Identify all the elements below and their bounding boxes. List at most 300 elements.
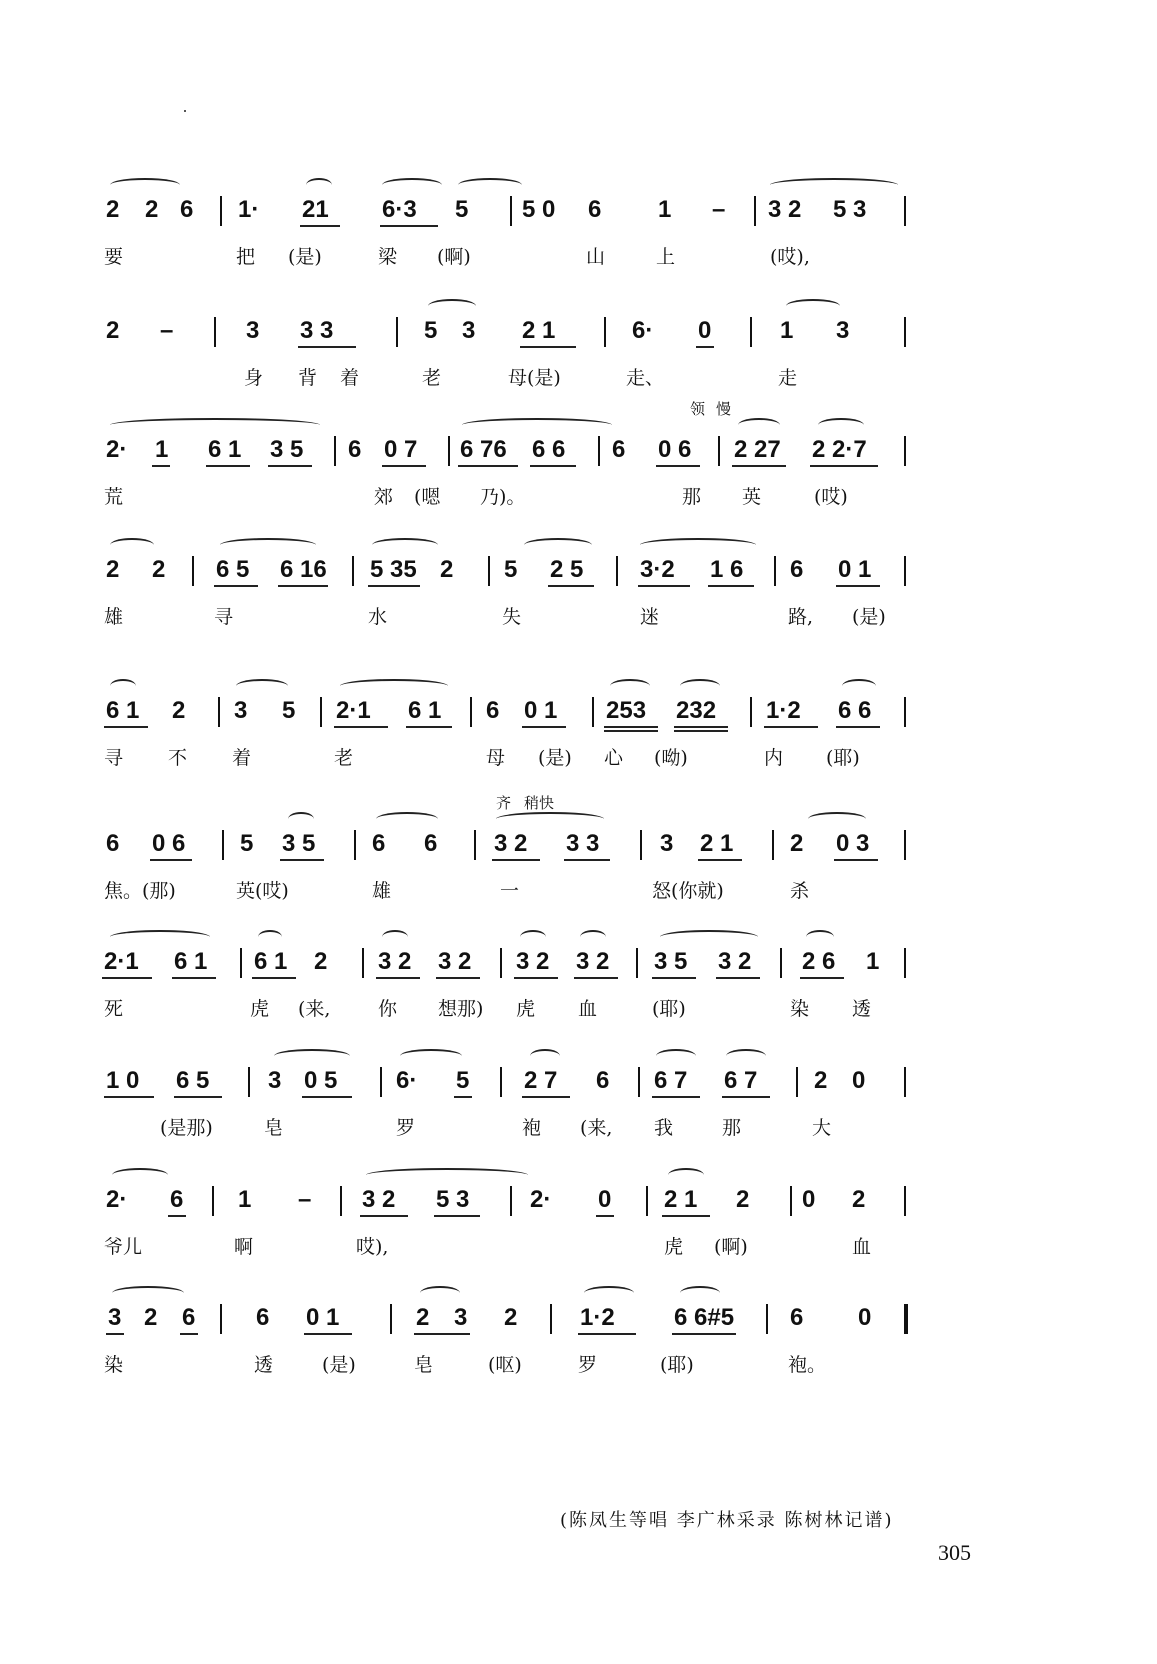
note: 2 [106,556,120,583]
bar-line [904,830,906,860]
note: 2 6 [802,948,836,975]
bar-line [214,317,216,347]
bar-line [790,1186,792,1216]
note: 6 [348,436,362,463]
note: 3·2 [640,556,675,583]
slur [808,812,866,826]
note: 2 [172,697,186,724]
bar-line [592,697,594,727]
bar-line [192,556,194,586]
slur [496,812,604,826]
slur [110,418,320,432]
lyric: 乃)。 [480,486,526,508]
lyric: 虎 [250,998,270,1020]
note: 1·2 [766,697,801,724]
underline [764,726,818,728]
underline [656,465,700,467]
slur [640,538,756,552]
note: 6 [486,697,500,724]
bar-line [904,697,906,727]
underline [564,859,610,861]
note: 6 [790,1304,804,1331]
underline [652,1096,700,1098]
score-system [0,313,1157,433]
slur [112,1286,184,1300]
slur [770,178,898,192]
bar-line [380,1067,382,1097]
note: – [160,317,174,344]
underline [300,225,340,227]
slur [274,1049,350,1063]
print-speck [184,110,186,112]
note: 6 6 [532,436,566,463]
lyric: 背 [298,367,318,389]
bar-line [904,948,906,978]
slur [806,930,834,944]
lyric: 染 [790,998,810,1020]
slur [842,679,876,693]
slur [580,930,606,944]
lyric: 梁 [378,246,398,268]
lyric: 透 [852,998,872,1020]
lyric: 虎 [516,998,536,1020]
bar-line [904,1186,906,1216]
bar-line [904,196,906,226]
note: 2 5 [550,556,584,583]
score-system [0,400,1157,552]
bar-line [354,830,356,860]
note: 5 [455,196,469,223]
note: 2 [790,830,804,857]
note: 3 2 [438,948,472,975]
bar-line [500,1067,502,1097]
bar-line [766,1304,768,1334]
bar-line [510,196,512,226]
note: 21 [302,196,329,223]
slur [458,178,522,192]
lyric: 心 [604,747,624,769]
note: 6 1 [254,948,288,975]
lyric: 荒 [104,486,124,508]
lyric: (耶) [826,747,860,769]
note: 2 2·7 [812,436,867,463]
note: 2 [416,1304,430,1331]
underline [434,1215,480,1217]
note: 2 [106,317,120,344]
slur [288,812,314,826]
bar-line [598,436,600,466]
lyric: 虎 [664,1236,684,1258]
bar-line [904,436,906,466]
underline [596,1215,614,1217]
lyric: 罗 [396,1117,416,1139]
underline [800,977,844,979]
lyric: (呕) [488,1354,522,1376]
bar-line [212,1186,214,1216]
underline [376,977,420,979]
lyric: 焦。(那) [104,880,176,902]
underline [104,726,148,728]
lyric: 不 [168,747,188,769]
slur [110,178,180,192]
score-system [0,693,1157,813]
lyric: 要 [104,246,124,268]
note: 1·2 [580,1304,615,1331]
bar-line [474,830,476,860]
slur [400,1049,462,1063]
lyric: 把 [236,246,256,268]
tempo-marking: 稍快 [524,794,555,812]
slur [680,1286,720,1300]
note: 0 1 [306,1304,340,1331]
lyric: 失 [502,606,522,628]
slur [818,418,864,432]
bar-line [636,948,638,978]
note: 6 [790,556,804,583]
note: 2·1 [336,697,371,724]
note: 6·3 [382,196,417,223]
note: 1 [866,948,880,975]
lyric: 着 [232,747,252,769]
note: 6 1 [174,948,208,975]
score-system [0,1300,1157,1420]
note: 6 7 [724,1067,758,1094]
score-system [0,944,1157,1064]
bar-line [904,317,906,347]
note: 6 [182,1304,196,1331]
note: 5 35 [370,556,417,583]
note: 0 [852,1067,866,1094]
bar-line [240,948,242,978]
underline [716,977,760,979]
note: 3 [462,317,476,344]
bar-line [604,317,606,347]
note: 3 2 [378,948,412,975]
note: 0 1 [838,556,872,583]
slur [306,178,332,192]
lyric: 雄 [104,606,124,628]
slur [382,178,442,192]
note: 6 [170,1186,184,1213]
slur [680,679,720,693]
bar-line [320,697,322,727]
note: 1 [658,196,672,223]
slur [258,930,282,944]
slur [366,1168,528,1182]
lyric: 爷儿 [104,1236,143,1258]
underline [382,465,426,467]
bar-line [750,697,752,727]
underline [206,465,250,467]
note: 2 1 [664,1186,698,1213]
underline [414,1333,470,1335]
lyric: 走 [778,367,798,389]
note: 3 [108,1304,122,1331]
underline [102,977,152,979]
underline [180,1333,198,1335]
underline [268,465,312,467]
lyric: (呦) [654,747,688,769]
note: 0 [802,1186,816,1213]
note: 2· [106,436,128,463]
bar-line [640,830,642,860]
note: 5 3 [833,196,867,223]
note: 5 [240,830,254,857]
note: 1· [238,196,260,223]
lyric: (耶) [660,1354,694,1376]
note: 232 [676,697,717,724]
final-bar-line [904,1304,908,1334]
note: 5 [504,556,518,583]
bar-line [248,1067,250,1097]
note: 6 16 [280,556,327,583]
bar-line [510,1186,512,1216]
slur [668,1168,704,1182]
slur [420,1286,460,1300]
slur [738,418,780,432]
note: 1 [780,317,794,344]
note: 0 3 [836,830,870,857]
bar-line [396,317,398,347]
slur [112,1168,168,1182]
lyric: (来, [580,1117,613,1139]
bar-line [774,556,776,586]
lyric: 袍 [522,1117,542,1139]
note: 2·1 [104,948,139,975]
lyric: 哎), [356,1236,389,1258]
underline [368,585,420,587]
note: 3 2 [362,1186,396,1213]
note: 2 1 [700,830,734,857]
slur [656,1049,696,1063]
note: 2 [145,196,159,223]
page-number: 305 [938,1540,971,1565]
note: 3 2 [576,948,610,975]
bar-line [352,556,354,586]
note: 2 [152,556,166,583]
lyric: (来, [298,998,331,1020]
note: 3 3 [566,830,600,857]
underline [836,585,880,587]
bar-line [220,1304,222,1334]
underline [810,465,878,467]
underline [360,1215,408,1217]
note: 6 1 [208,436,242,463]
bar-line [390,1304,392,1334]
note: – [298,1186,312,1213]
score-system [0,1182,1157,1302]
slur [462,418,612,432]
lyric: 寻 [214,606,234,628]
lyric: 皂 [264,1117,284,1139]
note: 2 27 [734,436,781,463]
tempo-marking: 领 [690,400,706,418]
note: 1 [238,1186,252,1213]
underline [530,465,576,467]
note: 1 6 [710,556,744,583]
note: 6 1 [408,697,442,724]
note: 3 2 [516,948,550,975]
note: 3 2 [718,948,752,975]
underline [492,859,540,861]
lyric: 着 [340,367,360,389]
underline [522,1096,570,1098]
bar-line [796,1067,798,1097]
bar-line [638,1067,640,1097]
bar-line [904,1067,906,1097]
bar-line [362,948,364,978]
note: 2 [314,948,328,975]
note: 0 7 [384,436,418,463]
lyric: 水 [368,606,388,628]
note: 6 [106,830,120,857]
note: 3 [660,830,674,857]
lyric: 怒(你就) [652,880,724,902]
slur [520,930,546,944]
lyric: 那 [722,1117,742,1139]
lyric: 山 [586,246,606,268]
underline [150,859,192,861]
note: 0 1 [524,697,558,724]
note: 2 [814,1067,828,1094]
note: 3 5 [654,948,688,975]
bar-line [550,1304,552,1334]
lyric: (是那) [160,1117,213,1139]
bar-line [218,697,220,727]
slur [610,679,650,693]
underline [406,726,452,728]
lyric: 母 [486,747,506,769]
note: 0 6 [658,436,692,463]
slur [110,538,154,552]
note: 6 76 [460,436,507,463]
underline [104,1096,154,1098]
note: 3 [234,697,248,724]
underline [520,346,576,348]
note: 2 [144,1304,158,1331]
underline [672,1333,736,1335]
lyric: 内 [764,747,784,769]
note: 6 [372,830,386,857]
lyric: 罗 [578,1354,598,1376]
note: 6 7 [654,1067,688,1094]
underline [708,585,754,587]
bar-line [470,697,472,727]
slur [786,299,840,313]
bar-line [220,196,222,226]
bar-line [334,436,336,466]
underline [380,225,438,227]
note: 3 [268,1067,282,1094]
underline [514,977,558,979]
lyric: (耶) [652,998,686,1020]
bar-line [222,830,224,860]
lyric: (是) [322,1354,356,1376]
slur [660,930,758,944]
note: 3 2 [768,196,802,223]
lyric: (啊) [437,246,471,268]
note: 0 [858,1304,872,1331]
slur [428,299,476,313]
lyric: 血 [578,998,598,1020]
lyric: 郊 [374,486,394,508]
lyric: (是) [538,747,572,769]
underline [278,585,328,587]
lyric: (是) [852,606,886,628]
underline [696,346,714,348]
note: 5 3 [436,1186,470,1213]
lyric: 雄 [372,880,392,902]
lyric: 老 [334,747,354,769]
underline [298,346,356,348]
slur [110,930,210,944]
bar-line [772,830,774,860]
bar-line [500,948,502,978]
score-system [0,192,1157,312]
note: 2 [106,196,120,223]
lyric: 母(是) [508,367,561,389]
lyric: 身 [244,367,264,389]
lyric: 老 [422,367,442,389]
underline [732,465,786,467]
lyric: (是) [288,246,322,268]
lyric: 啊 [234,1236,254,1258]
underline [152,465,170,467]
note: 2 [504,1304,518,1331]
underline [168,1215,186,1217]
slur [236,679,288,693]
note: 6 [180,196,194,223]
note: 3 5 [270,436,304,463]
bar-line [750,317,752,347]
lyric: 杀 [790,880,810,902]
underline [674,730,728,732]
underline [280,859,324,861]
score-system [0,794,1157,946]
lyric: (啊) [714,1236,748,1258]
note: 6· [396,1067,418,1094]
lyric: (嗯 [414,486,441,508]
note: 6 [596,1067,610,1094]
note: 6· [632,317,654,344]
note: 6 [612,436,626,463]
slur [530,1049,560,1063]
lyric: (哎) [814,486,848,508]
note: 6 5 [216,556,250,583]
bar-line [904,556,906,586]
lyric: 英(哎) [236,880,289,902]
note: 3 2 [494,830,528,857]
bar-line [448,436,450,466]
note: 2 [852,1186,866,1213]
lyric: 寻 [104,747,124,769]
note: 0 6 [152,830,186,857]
underline [458,465,518,467]
underline [722,1096,770,1098]
underline [834,859,878,861]
note: 6 [256,1304,270,1331]
lyric: 死 [104,998,124,1020]
underline [174,1096,222,1098]
note: 1 0 [106,1067,140,1094]
underline [172,977,216,979]
note: 6 5 [176,1067,210,1094]
lyric: 我 [654,1117,674,1139]
lyric: (哎), [770,246,810,268]
note: 253 [606,697,647,724]
underline [436,977,480,979]
underline [574,977,618,979]
